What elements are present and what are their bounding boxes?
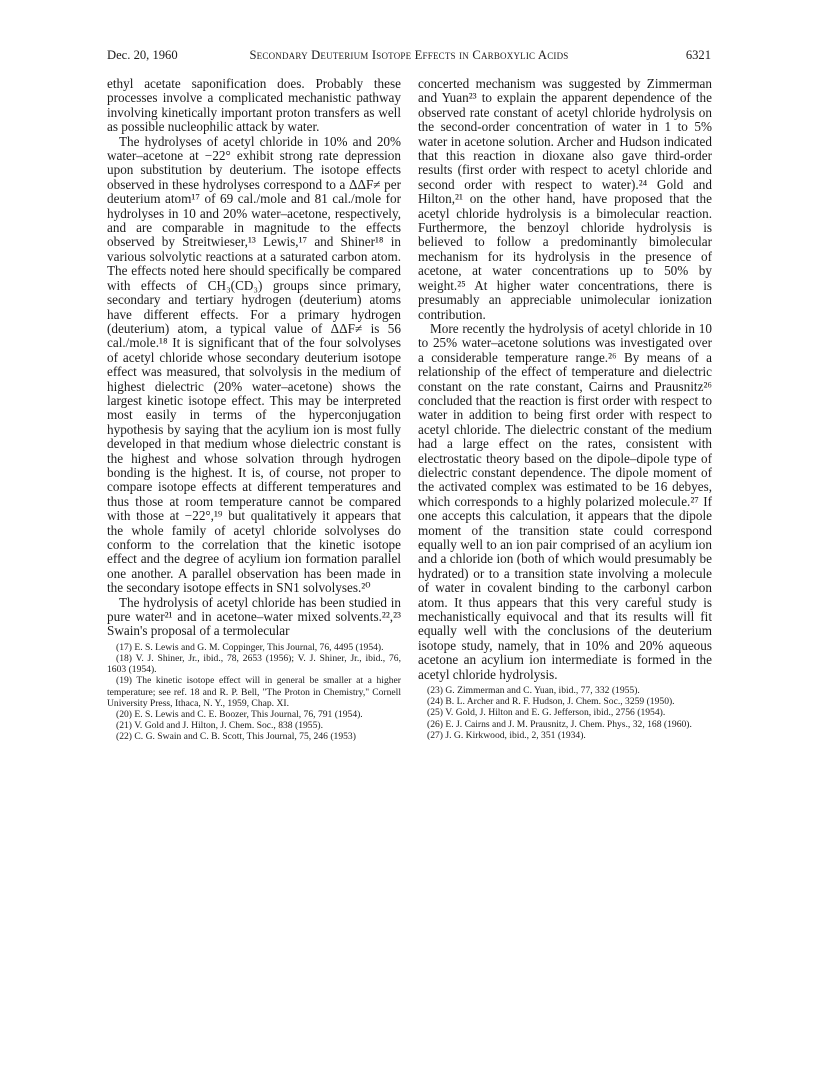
- footnote: (19) The kinetic isotope effect will in general be smaller at a higher temperature; see ref. 18 and R. P. Bell, "The Proton in Chemistry," Cornell University Press, Ithaca, N. Y., 1959, Chap. XI.: [107, 675, 401, 709]
- header-page-number: 6321: [685, 48, 711, 62]
- footnote: (18) V. J. Shiner, Jr., ibid., 78, 2653 (1956); V. J. Shiner, Jr., ibid., 76, 1603 (1954).: [107, 653, 401, 676]
- left-footnotes: [107, 642, 401, 743]
- paragraph: concerted mechanism was suggested by Zimmerman and Yuan²³ to explain the apparent dependence of the observed rate constant of acetyl chloride hydrolysis on the second-order concentration of water in 1 to 5% water in acetone solution. Archer and Hudson indicated that this reaction in dioxane also gave third-order results (first order with respect to acetyl chloride and second order with respect to water).²⁴ Gold and Hilton,²¹ on the other hand, have proposed that the acetyl chloride hydrolysis is a bimolecular reaction. Furthermore, the benzoyl chloride hydrolysis is believed to follow a predominantly bimolecular mechanism for its hydrolysis in the presence of acetone, at water concentrations up to 50% by weight.²⁵ At higher water concentrations, there is presumably an appreciable unimolecular ionization contribution.: [418, 76, 712, 322]
- footnote: (24) B. L. Archer and R. F. Hudson, J. Chem. Soc., 3259 (1950).: [427, 696, 675, 708]
- footnote: (22) C. G. Swain and C. B. Scott, This Journal, 75, 246 (1953): [116, 731, 356, 743]
- footnote: (20) E. S. Lewis and C. E. Boozer, This Journal, 76, 791 (1954).: [116, 709, 363, 721]
- paragraph: More recently the hydrolysis of acetyl chloride in 10 to 25% water–acetone solutions was investigated over a considerable temperature range.²⁶ By means of a relationship of the effect of temperature and dielectric constant on the rate constant, Cairns and Prausnitz²⁶ concluded that the reaction is first order with respect to water in addition to being first order with respect to acetyl chloride. The dielectric constant of the medium had a large effect on the rates, consistent with electrostatic theory based on the dipole–dipole type of dielectric constant dependence. The dipole moment of the activated complex was estimated to be 16 debyes, which corresponds to a highly polarized molecule.²⁷ If one accepts this calculation, it appears that the dipole moment of the transition state could correspond equally well to an ion pair comprised of an acylium ion and a chloride ion (both of which would presumably be hydrated) or to a transition state involving a molecule of water in covalent binding to the carbonyl carbon atom. It thus appears that this very careful study is mechanistically equivocal and that its results will fit equally well with the conclusions of the deuterium isotope study, namely, that in 10% and 20% aqueous acetone an acylium ion intermediate is formed in the acetyl chloride hydrolysis.: [418, 320, 712, 682]
- footnote: (17) E. S. Lewis and G. M. Coppinger, This Journal, 76, 4495 (1954).: [116, 641, 384, 653]
- left-column: [107, 77, 401, 743]
- right-column: [418, 77, 712, 741]
- footnote: (23) G. Zimmerman and C. Yuan, ibid., 77, 332 (1955).: [427, 685, 640, 697]
- right-footnotes: [418, 685, 712, 741]
- paragraph: The hydrolysis of acetyl chloride has been studied in pure water²¹ and in acetone–water mixed solvents.²²,²³ Swain's proposal of a termolecular: [107, 594, 401, 639]
- running-header: [107, 46, 711, 64]
- footnote: (26) E. J. Cairns and J. M. Prausnitz, J. Chem. Phys., 32, 168 (1960).: [427, 718, 692, 730]
- footnote: (21) V. Gold and J. Hilton, J. Chem. Soc., 838 (1955).: [116, 720, 323, 732]
- header-title: Secondary Deuterium Isotope Effects in Carboxylic Acids: [249, 48, 569, 62]
- paragraph: ethyl acetate saponification does. Probably these processes involve a complicated mechanistic pathway involving kinetically important proton transfers as well as possible nucleophilic attack by water.: [107, 76, 401, 135]
- header-date: Dec. 20, 1960: [107, 48, 178, 62]
- footnote: (25) V. Gold, J. Hilton and E. G. Jefferson, ibid., 2756 (1954).: [427, 707, 666, 719]
- paragraph: The hydrolyses of acetyl chloride in 10% and 20% water–acetone at −22° exhibit strong rate depression upon substitution by deuterium. The isotope effects observed in these hydrolyses correspond to a ΔΔF≠ per deuterium atom¹⁷ of 69 cal./mole and 81 cal./mole for hydrolyses in 10 and 20% water–acetone, respectively, and are comparable in magnitude to the effects observed by Streitwieser,¹³ Lewis,¹⁷ and Shiner¹⁸ in various solvolytic reactions at a saturated carbon atom. The effects noted here should specifically be compared with effects of CH₃(CD₃) groups since primary, secondary and tertiary hydrogen (deuterium) atoms have different effects. For a primary hydrogen (deuterium) atom, a typical value of ΔΔF≠ is 56 cal./mole.¹⁸ It is significant that of the four solvolyses of acetyl chloride whose secondary deuterium isotope effect was measured, that solvolysis in the medium of highest dielectric (20% water–acetone) shows the largest kinetic isotope effect. This may be interpreted most easily in terms of the hyperconjugation hypothesis by saying that the acylium ion is most fully developed in that medium whose dielectric constant is the highest and whose solvation through hydrogen bonding is the highest. It is, of course, not proper to compare isotope effects at different temperatures and thus those at room temperature cannot be compared with those at −22°,¹⁹ but qualitatively it appears that the whole family of acetyl chloride solvolyses do conform to the correlation that the kinetic isotope effect and the degree of acylium ion formation parallel one another. A parallel observation has been made in the secondary isotope effects in SN1 solvolyses.²⁰: [107, 133, 401, 596]
- footnote: (27) J. G. Kirkwood, ibid., 2, 351 (1934).: [427, 729, 586, 741]
- right-column-body: [418, 77, 712, 682]
- left-column-body: [107, 77, 401, 639]
